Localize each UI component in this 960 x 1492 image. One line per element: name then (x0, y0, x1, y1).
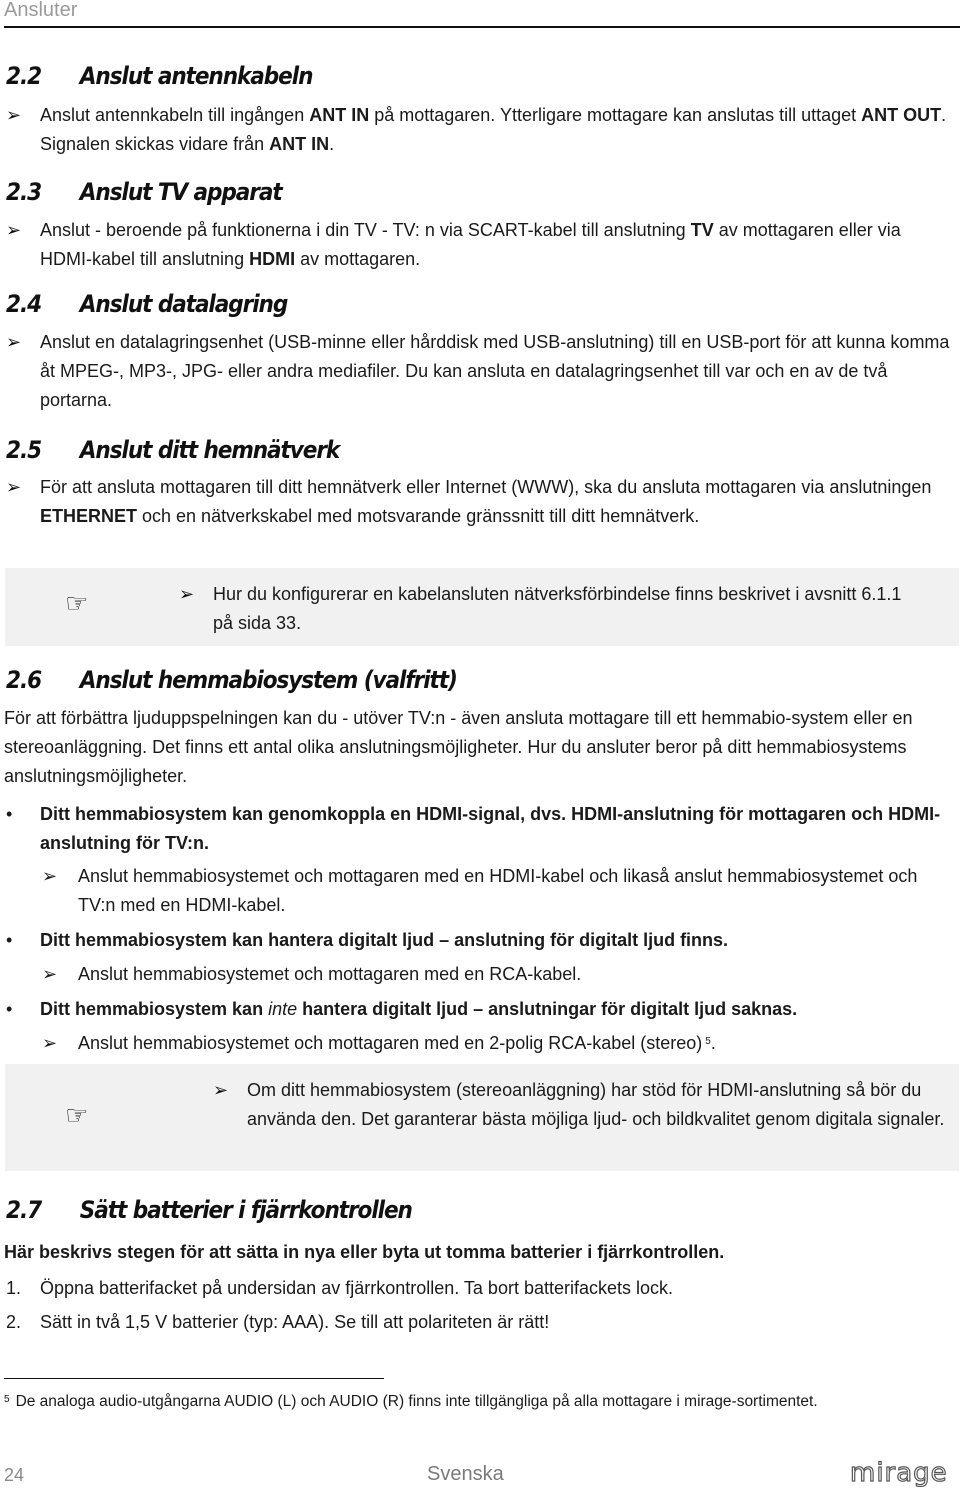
list-item: ➢ Anslut - beroende på funktionerna i din TV - TV: n via SCART-kabel till anslutning TV av mottagaren eller via HDMI-kabel till anslutning HDMI av mottagaren. (6, 216, 954, 274)
arrow-bullet-icon: ➢ (213, 1080, 229, 1100)
lead-paragraph: Här beskrivs stegen för att sätta in nya eller byta ut tomma batterier i fjärrkontrollen. (4, 1242, 725, 1262)
arrow-bullet-icon: ➢ (42, 964, 58, 984)
bullet-icon: • (6, 930, 13, 950)
note-text: ➢ Hur du konfigurerar en kabelansluten nätverksförbindelse finns beskrivet i avsnitt 6.1.1 på sida 33. (179, 580, 919, 638)
heading-2-4: 2.4 Anslut datalagring (6, 290, 288, 318)
page-number: 24 (4, 1465, 25, 1485)
arrow-bullet-icon: ➢ (6, 105, 22, 125)
heading-2-5: 2.5 Anslut ditt hemnätverk (6, 436, 340, 464)
svg-text:mirage: mirage (850, 1458, 948, 1487)
list-item: ➢ Anslut en datalagringsenhet (USB-minne eller hårddisk med USB-anslutning) till en USB-port för att kunna komma åt MPEG-, MP3-, JPG- eller andra mediafiler. Du kan ansluta en datalagringsenhet till var och en av de två portarna. (6, 328, 954, 415)
list-item: 2. Sätt in två 1,5 V batterier (typ: AAA). Se till att polariteten är rätt! (6, 1312, 550, 1332)
pointing-hand-icon: ☞ (65, 1100, 89, 1130)
note-text: ➢ Om ditt hemmabiosystem (stereoanläggning) har stöd för HDMI-anslutning så bör du använda den. Det garanterar bästa möjliga ljud- och bildkvalitet genom digitala signaler. (213, 1076, 953, 1134)
bullet-icon: • (6, 999, 13, 1019)
arrow-bullet-icon: ➢ (42, 1033, 58, 1053)
arrow-bullet-icon: ➢ (6, 332, 22, 352)
heading-2-3: 2.3 Anslut TV apparat (6, 178, 282, 206)
mirage-logo-mark (848, 1457, 956, 1487)
list-item: • Ditt hemmabiosystem kan inte hantera digitalt ljud – anslutningar för digitalt ljud saknas. (6, 995, 954, 1024)
mirage-logo (848, 1457, 956, 1487)
pointing-hand-icon: ☞ (65, 588, 89, 618)
note-box (5, 1064, 959, 1171)
intro-paragraph: För att förbättra ljuduppspelningen kan du - utöver TV:n - även ansluta mottagare till ett hemmabio-system eller en stereoanläggning. Det finns ett antal olika anslutningsmöjligheter. Hur du ansluter beror på ditt hemmabiosystems anslutningsmöjligheter. (4, 708, 913, 786)
heading-2-2: 2.2 Anslut antennkabeln (6, 62, 313, 90)
list-item: ➢ För att ansluta mottagaren till ditt hemnätverk eller Internet (WWW), ska du ansluta mottagaren via anslutningen ETHERNET och en nätverkskabel med motsvarande gränssnitt till ditt hemnätverk. (6, 473, 954, 531)
arrow-bullet-icon: ➢ (6, 220, 22, 240)
list-item: • Ditt hemmabiosystem kan genomkoppla en HDMI-signal, dvs. HDMI-anslutning för mottagaren och HDMI-anslutning för TV:n. (6, 800, 954, 858)
list-item: ➢ Anslut hemmabiosystemet och mottagaren med en 2-polig RCA-kabel (stereo) $^5$. (42, 1029, 954, 1058)
footnote: $^5$ De analoga audio-utgångarna AUDIO (L) och AUDIO (R) finns inte tillgängliga på alla mottagare i mirage-sortimentet. (4, 1393, 818, 1410)
footer-language: Svenska (427, 1463, 504, 1485)
arrow-bullet-icon: ➢ (6, 477, 22, 497)
heading-2-6: 2.6 Anslut hemmabiosystem (valfritt) (6, 666, 457, 694)
list-item: • Ditt hemmabiosystem kan hantera digitalt ljud – anslutning för digitalt ljud finns. (6, 926, 954, 955)
list-item: ➢ Anslut antennkabeln till ingången ANT IN på mottagaren. Ytterligare mottagare kan anslutas till uttaget ANT OUT. Signalen skickas vidare från ANT IN. (6, 101, 954, 159)
bullet-icon: • (6, 804, 13, 824)
arrow-bullet-icon: ➢ (179, 584, 195, 604)
page-header (4, 0, 960, 28)
note-box (5, 568, 959, 646)
list-item: 1. Öppna batterifacket på undersidan av fjärrkontrollen. Ta bort batterifackets lock. (6, 1278, 674, 1298)
arrow-bullet-icon: ➢ (42, 866, 58, 886)
list-item: ➢ Anslut hemmabiosystemet och mottagaren med en RCA-kabel. (42, 960, 954, 989)
list-item: ➢ Anslut hemmabiosystemet och mottagaren med en HDMI-kabel och likaså anslut hemmabiosystemet och TV:n med en HDMI-kabel. (42, 862, 954, 920)
header-title: Ansluter (4, 0, 78, 21)
footnote-divider (4, 1378, 384, 1379)
heading-2-7: 2.7 Sätt batterier i fjärrkontrollen (6, 1196, 412, 1224)
